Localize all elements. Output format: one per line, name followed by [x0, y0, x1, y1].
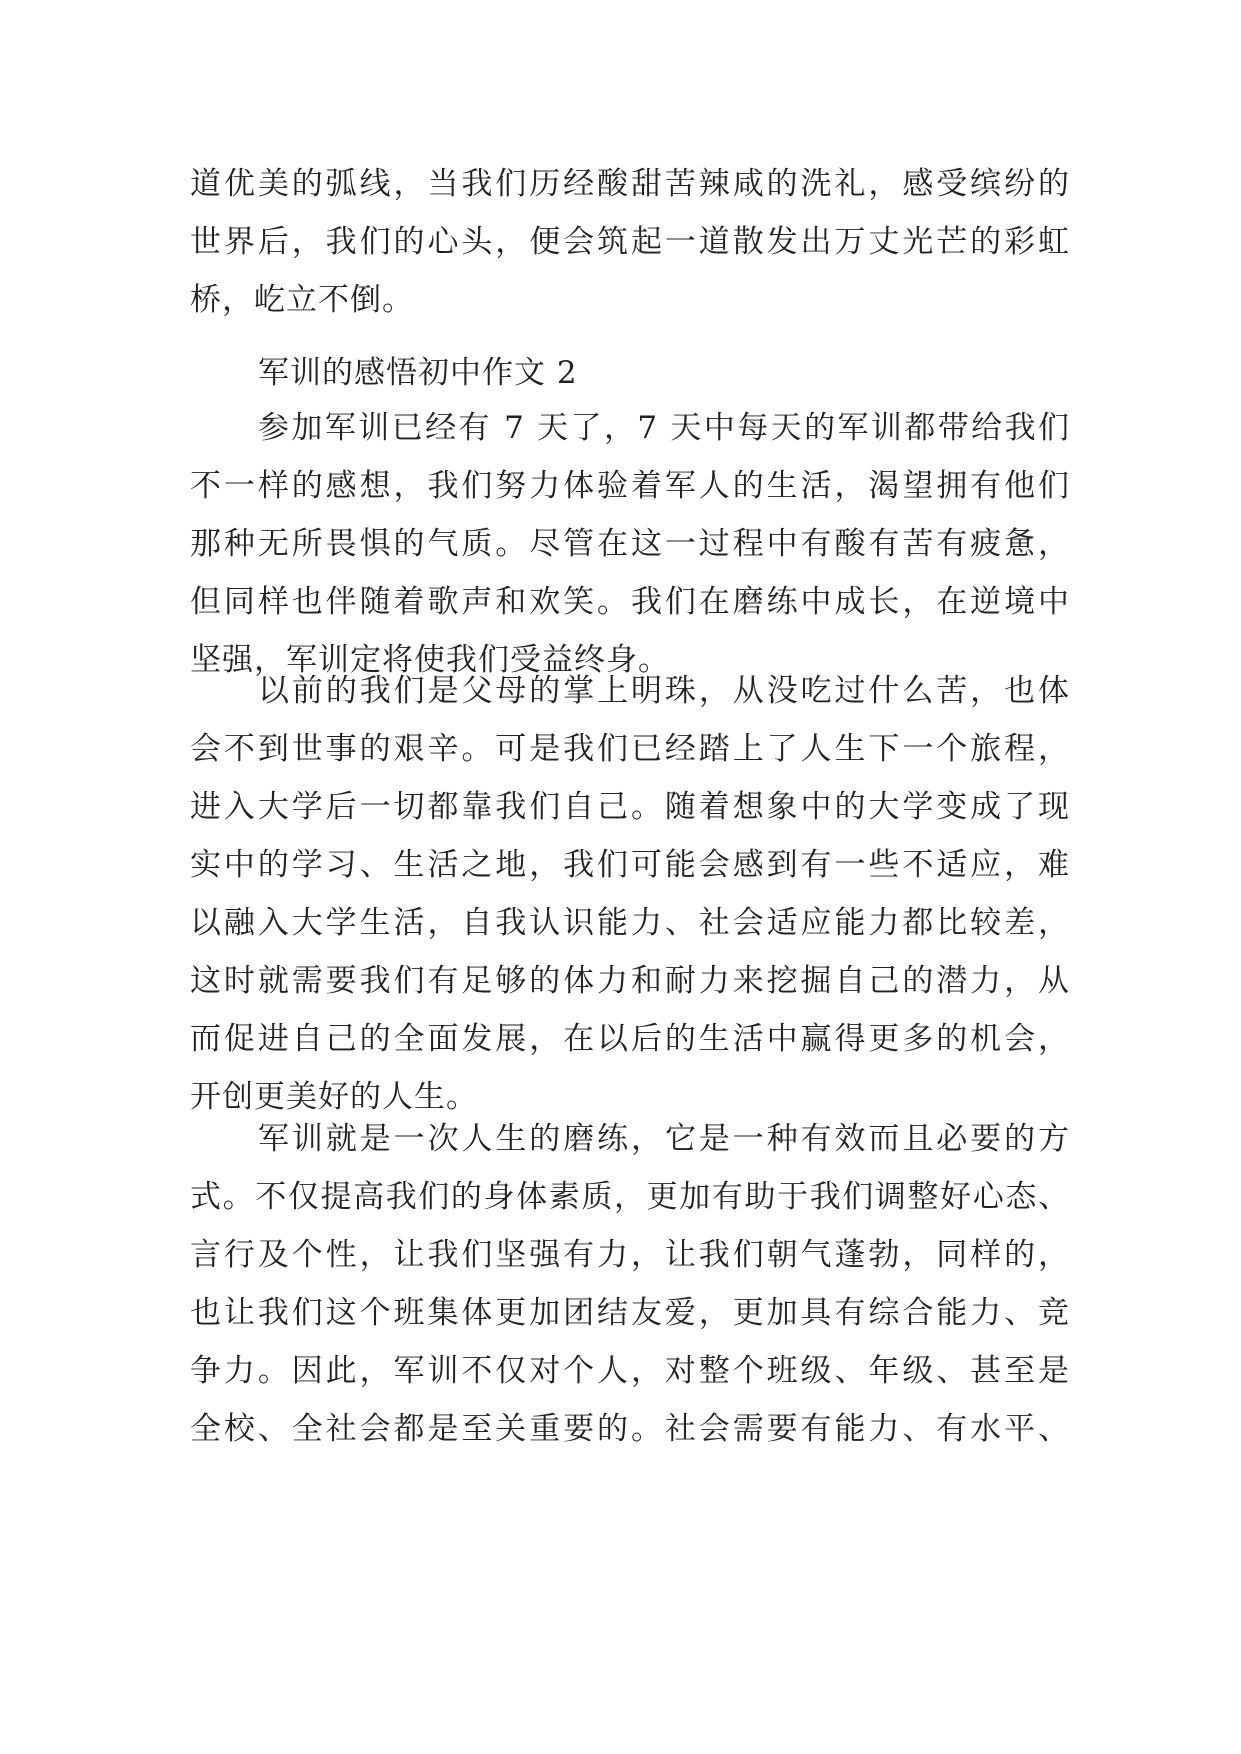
text-line: 以前的我们是父母的掌上明珠，从没吃过什么苦，也体: [258, 673, 1070, 709]
text-line: 世界后，我们的心头，便会筑起一道散发出万丈光芒的彩虹: [190, 224, 1070, 260]
text-line: 也让我们这个班集体更加团结友爱，更加具有综合能力、竞: [190, 1295, 1070, 1331]
paragraph-continuation: [190, 155, 1070, 329]
text-line: 坚强，军训定将使我们受益终身。: [190, 642, 670, 678]
text-line: 以融入大学生活，自我认识能力、社会适应能力都比较差，: [190, 905, 1070, 941]
text-line: 但同样也伴随着歌声和欢笑。我们在磨练中成长，在逆境中: [190, 584, 1070, 620]
text-line: 而促进自己的全面发展，在以后的生活中赢得更多的机会，: [190, 1021, 1070, 1057]
text-line: 这时就需要我们有足够的体力和耐力来挖掘自己的潜力，从: [190, 963, 1070, 999]
text-line: 不一样的感想，我们努力体验着军人的生活，渴望拥有他们: [190, 468, 1070, 504]
paragraph-1: [190, 399, 1070, 689]
text-line: 开创更美好的人生。: [190, 1079, 478, 1115]
text-line: 会不到世事的艰辛。可是我们已经踏上了人生下一个旅程，: [190, 731, 1070, 767]
text-line: 军训就是一次人生的磨练，它是一种有效而且必要的方: [258, 1121, 1070, 1157]
text-line: 实中的学习、生活之地，我们可能会感到有一些不适应，难: [190, 847, 1070, 883]
text-line: 桥，屹立不倒。: [190, 282, 414, 318]
text-line: 式。不仅提高我们的身体素质，更加有助于我们调整好心态、: [190, 1179, 1070, 1215]
paragraph-3: [190, 1110, 1070, 1458]
text-line: 参加军训已经有 7 天了，7 天中每天的军训都带给我们: [258, 410, 1070, 446]
text-line: 全校、全社会都是至关重要的。社会需要有能力、有水平、: [190, 1411, 1070, 1447]
section-title: 军训的感悟初中作文 2: [258, 355, 578, 391]
text-line: 争力。因此，军训不仅对个人，对整个班级、年级、甚至是: [190, 1353, 1070, 1389]
text-line: 道优美的弧线，当我们历经酸甜苦辣咸的洗礼，感受缤纷的: [190, 166, 1070, 202]
section-title-block: [190, 344, 1070, 402]
paragraph-2: [190, 662, 1070, 1126]
text-line: 进入大学后一切都靠我们自己。随着想象中的大学变成了现: [190, 789, 1070, 825]
text-line: 言行及个性，让我们坚强有力，让我们朝气蓬勃，同样的，: [190, 1237, 1070, 1273]
text-line: 那种无所畏惧的气质。尽管在这一过程中有酸有苦有疲惫，: [190, 526, 1070, 562]
